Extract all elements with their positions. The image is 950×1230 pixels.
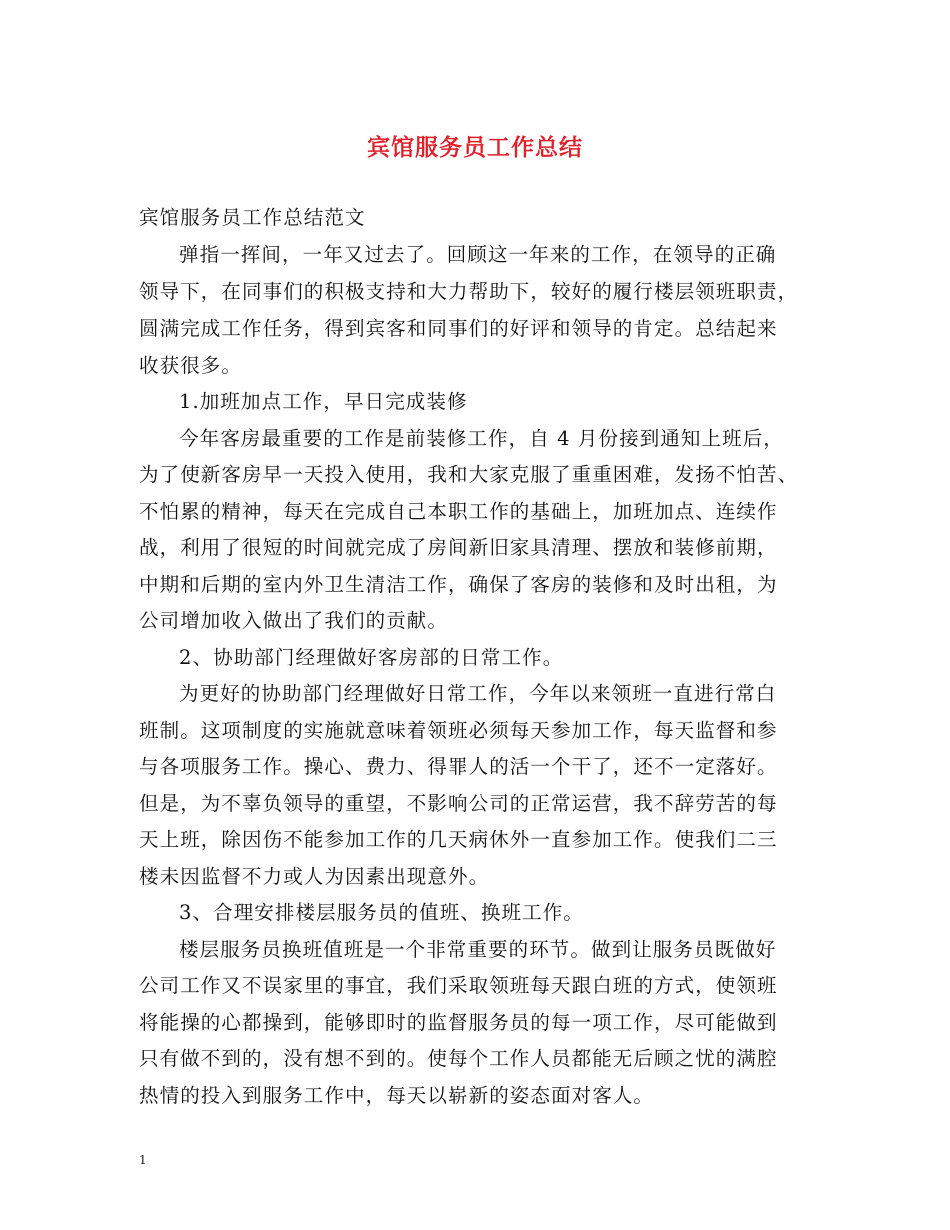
- text-line: 为更好的协助部门经理做好日常工作，今年以来领班一直进行常白: [179, 682, 777, 705]
- text-line: 今年客房最重要的工作是前装修工作，自 4 月份接到通知上班后，: [179, 427, 784, 450]
- text-line: 弹指一挥间，一年又过去了。回顾这一年来的工作，在领导的正确: [179, 243, 777, 266]
- text-line: 只有做不到的，没有想不到的。使每个工作人员都能无后顾之忧的满腔: [139, 1047, 778, 1070]
- text-line: 热情的投入到服务工作中，每天以崭新的姿态面对客人。: [139, 1084, 655, 1107]
- text-line: 中期和后期的室内外卫生清洁工作，确保了客房的装修和及时出租，为: [139, 573, 778, 596]
- text-line: 公司增加收入做出了我们的贡献。: [139, 609, 449, 632]
- text-line: 将能操的心都操到，能够即时的监督服务员的每一项工作，尽可能做到: [139, 1011, 778, 1034]
- text-line: 不怕累的精神，每天在完成自己本职工作的基础上，加班加点、连续作: [139, 500, 778, 523]
- section-heading: 3、合理安排楼层服务员的值班、换班工作。: [179, 901, 584, 924]
- subtitle-line: 宾馆服务员工作总结范文: [139, 206, 366, 229]
- text-line: 为了使新客房早一天投入使用，我和大家克服了重重困难，发扬不怕苦、: [139, 463, 799, 486]
- text-line: 战，利用了很短的时间就完成了房间新旧家具清理、摆放和装修前期，: [139, 536, 778, 559]
- text-line: 收获很多。: [139, 354, 243, 377]
- text-line: 楼层服务员换班值班是一个非常重要的环节。做到让服务员既做好: [179, 938, 777, 961]
- document-title: 宾馆服务员工作总结: [367, 135, 583, 161]
- text-line: 领导下，在同事们的积极支持和大力帮助下，较好的履行楼层领班职责，: [139, 280, 799, 303]
- text-line: 班制。这项制度的实施就意味着领班必须每天参加工作，每天监督和参: [139, 719, 778, 742]
- text-line: 天上班，除因伤不能参加工作的几天病休外一直参加工作。使我们二三: [139, 828, 778, 851]
- text-line: 公司工作又不误家里的事宜，我们采取领班每天跟白班的方式，使领班: [139, 974, 778, 997]
- text-line: 但是，为不辜负领导的重望，不影响公司的正常运营，我不辞劳苦的每: [139, 792, 778, 815]
- page-number: 1: [139, 1153, 147, 1167]
- text-line: 圆满完成工作任务，得到宾客和同事们的好评和领导的肯定。总结起来: [139, 317, 778, 340]
- section-heading: 1.加班加点工作，早日完成装修: [179, 390, 468, 413]
- text-line: 楼未因监督不力或人为因素出现意外。: [139, 865, 490, 888]
- text-line: 与各项服务工作。操心、费力、得罪人的活一个干了，还不一定落好。: [139, 755, 778, 778]
- section-heading: 2、协助部门经理做好客房部的日常工作。: [179, 646, 564, 669]
